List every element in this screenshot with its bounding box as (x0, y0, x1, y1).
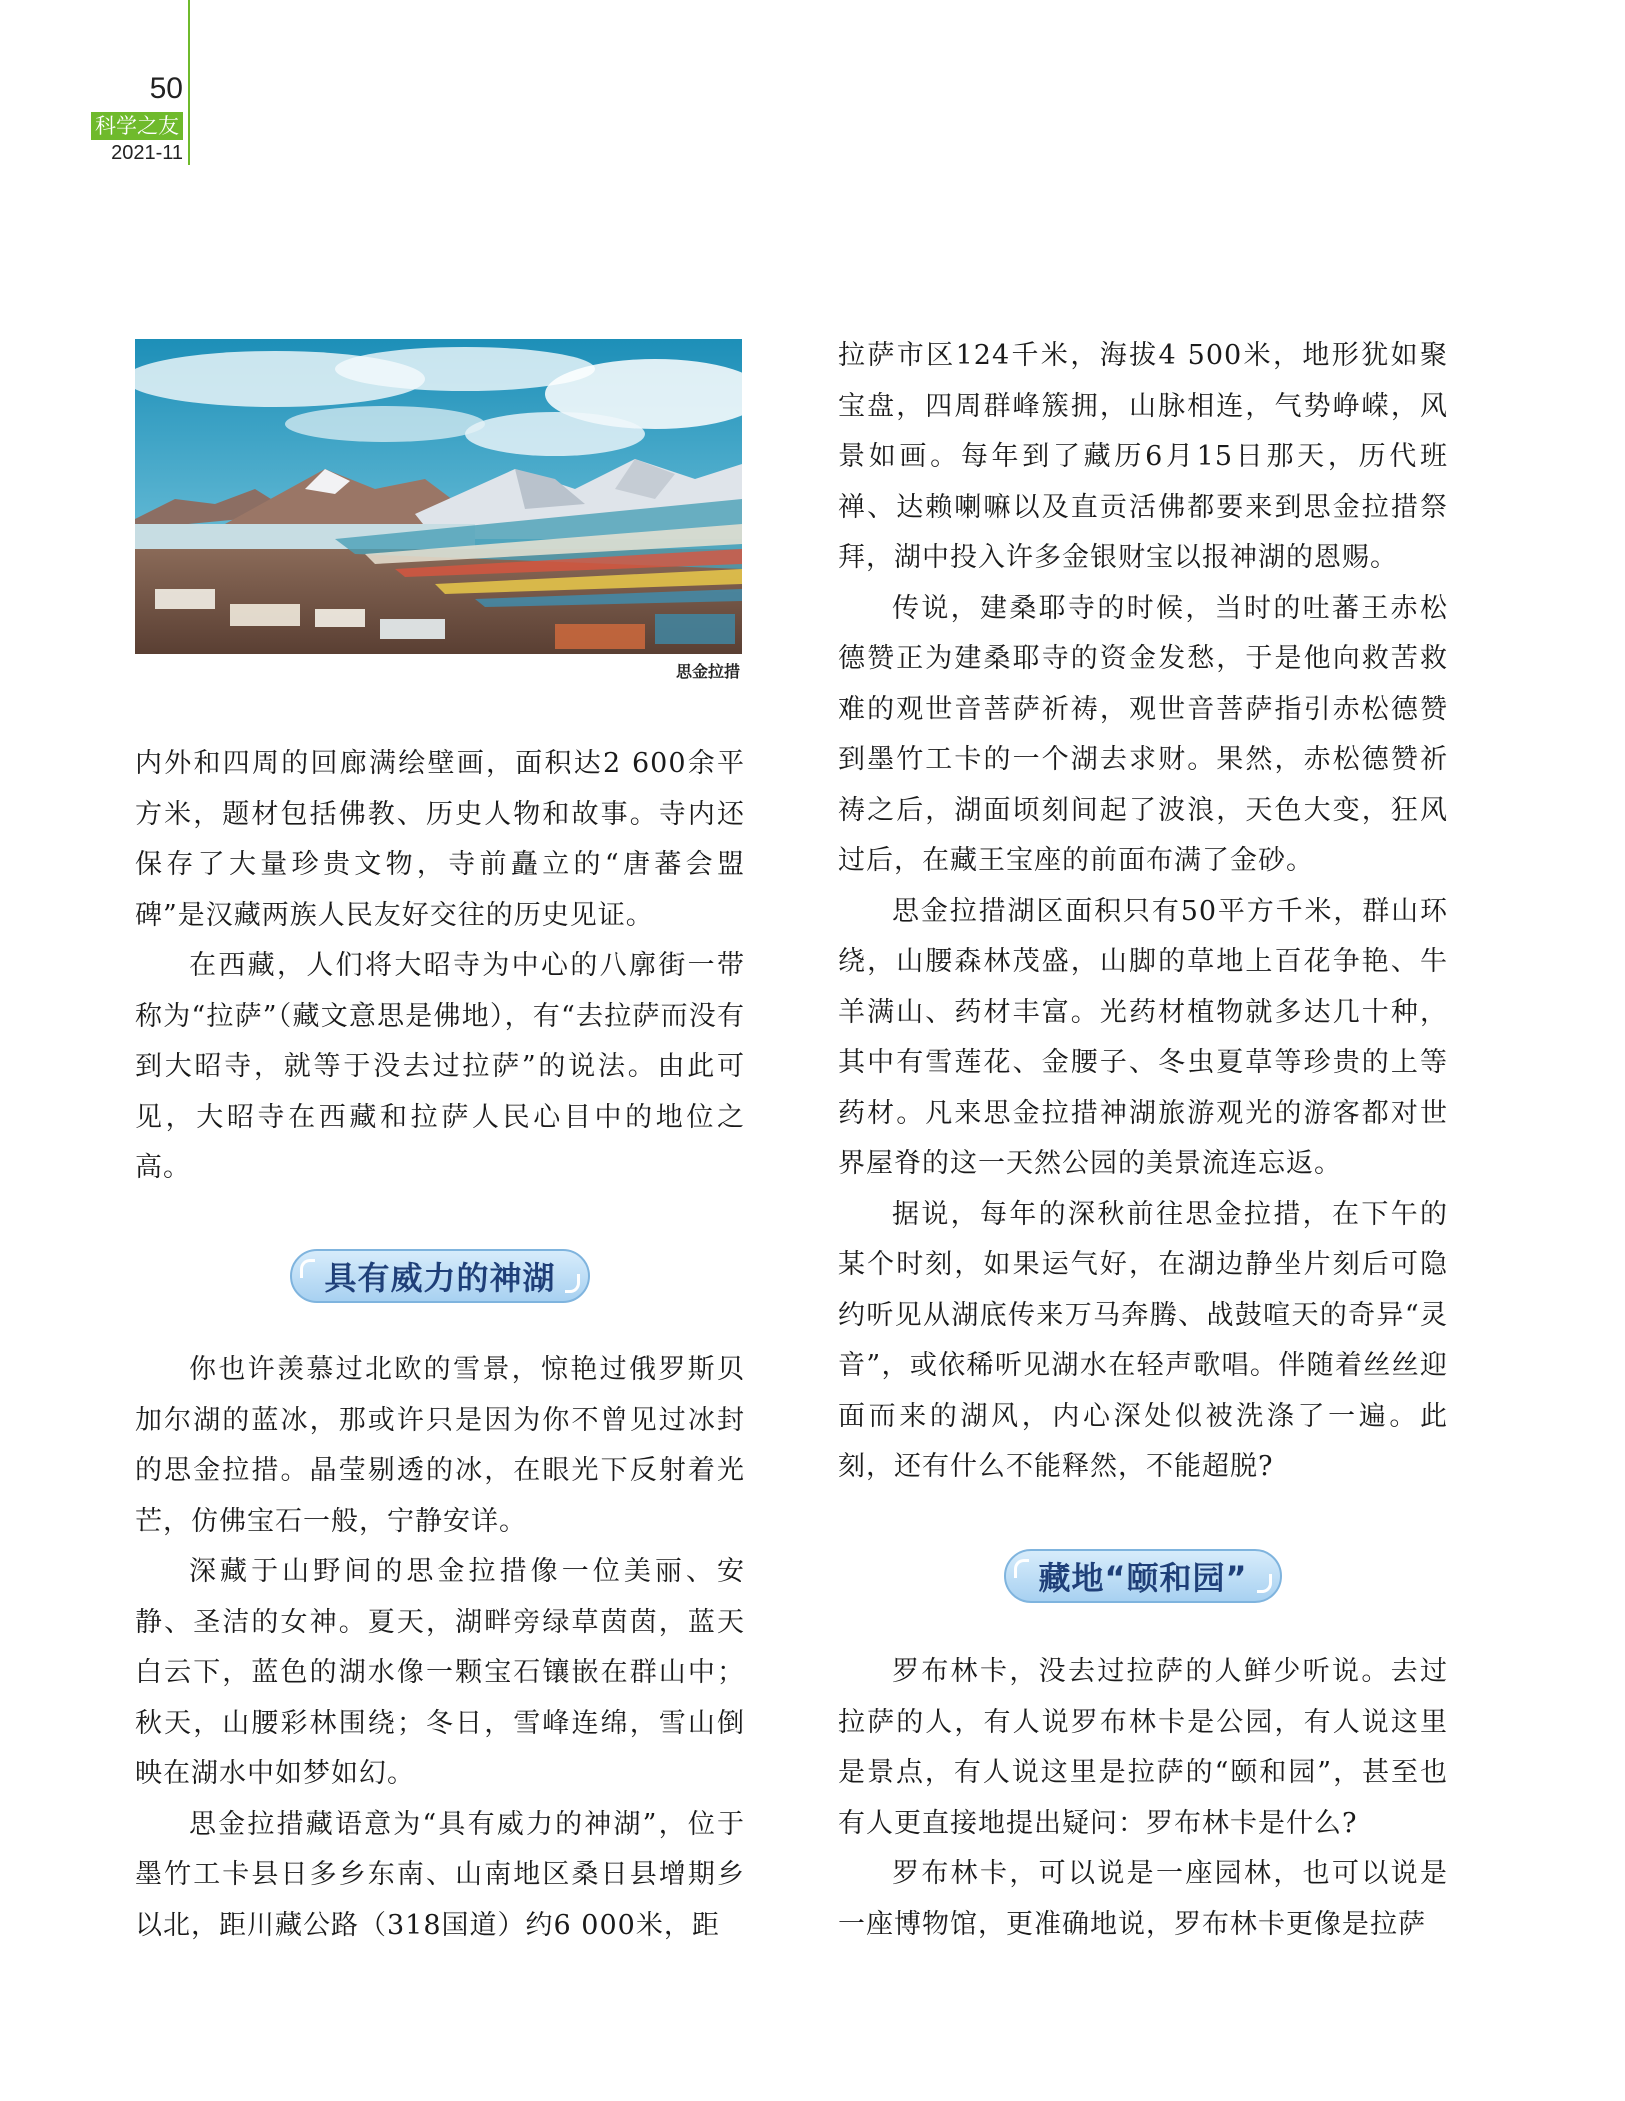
paragraph: 深藏于山野间的思金拉措像一位美丽、安静、圣洁的女神。夏天，湖畔旁绿草茵茵，蓝天白云下，蓝色的湖水像一颗宝石镶嵌在群山中；秋天，山腰彩林围绕；冬日，雪峰连绵，雪山倒映在湖水中如梦如幻。 (135, 1556, 745, 1789)
left-column-top (135, 739, 745, 1194)
issue-date: 2021-11 (111, 142, 183, 164)
header-rule (188, 0, 190, 165)
section-heading-label: 具有威力的神湖 (290, 1249, 589, 1303)
paragraph: 罗布林卡，可以说是一座园林，也可以说是一座博物馆，更准确地说，罗布林卡更像是拉萨 (838, 1858, 1448, 1940)
right-column-top (838, 331, 1448, 1493)
section-heading-label: 藏地“颐和园” (1004, 1549, 1281, 1603)
magazine-name: 科学之友 (91, 112, 183, 140)
paragraph: 罗布林卡，没去过拉萨的人鲜少听说。去过拉萨的人，有人说罗布林卡是公园，有人说这里是景点，有人说这里是拉萨的“颐和园”，甚至也有人更直接地提出疑问：罗布林卡是什么? (838, 1656, 1448, 1839)
section-heading-lake (135, 1248, 745, 1304)
left-column-bottom (135, 1345, 745, 1951)
right-column-bottom (838, 1647, 1448, 1950)
paragraph: 在西藏，人们将大昭寺为中心的八廓街一带称为“拉萨”（藏文意思是佛地），有“去拉萨而没有到大昭寺，就等于没去过拉萨”的说法。由此可见，大昭寺在西藏和拉萨人民心目中的地位之高。 (135, 950, 745, 1183)
paragraph: 传说，建桑耶寺的时候，当时的吐蕃王赤松德赞正为建桑耶寺的资金发愁，于是他向救苦救难的观世音菩萨祈祷，观世音菩萨指引赤松德赞到墨竹工卡的一个湖去求财。果然，赤松德赞祈祷之后，湖面顷刻间起了波浪，天色大变，狂风过后，在藏王宝座的前面布满了金砂。 (838, 592, 1448, 876)
paragraph: 思金拉措藏语意为“具有威力的神湖”，位于墨竹工卡县日多乡东南、山南地区桑日县增期乡以北，距川藏公路（318国道）约6 000米，距 (135, 1808, 745, 1941)
paragraph: 你也许羡慕过北欧的雪景，惊艳过俄罗斯贝加尔湖的蓝冰，那或许只是因为你不曾见过冰封的思金拉措。晶莹剔透的冰，在眼光下反射着光芒，仿佛宝石一般，宁静安详。 (135, 1354, 745, 1537)
page-number: 50 (149, 72, 183, 105)
lake-photo (135, 339, 742, 654)
paragraph: 思金拉措湖区面积只有50平方千米，群山环绕，山腰森林茂盛，山脚的草地上百花争艳、牛羊满山、药材丰富。光药材植物就多达几十种，其中有雪莲花、金腰子、冬虫夏草等珍贵的上等药材。凡来思金拉措神湖旅游观光的游客都对世界屋脊的这一天然公园的美景流连忘返。 (838, 895, 1448, 1179)
paragraph: 据说，每年的深秋前往思金拉措，在下午的某个时刻，如果运气好，在湖边静坐片刻后可隐约听见从湖底传来万马奔腾、战鼓喧天的奇异“灵音”，或依稀听见湖水在轻声歌唱。伴随着丝丝迎面而来的湖风，内心深处似被洗涤了一遍。此刻，还有什么不能释然，不能超脱? (838, 1198, 1448, 1482)
paragraph: 拉萨市区124千米，海拔4 500米，地形犹如聚宝盘，四周群峰簇拥，山脉相连，气势峥嵘，风景如画。每年到了藏历6月15日那天，历代班禅、达赖喇嘛以及直贡活佛都要来到思金拉措祭拜，湖中投入许多金银财宝以报神湖的恩赐。 (838, 340, 1448, 573)
paragraph: 内外和四周的回廊满绘壁画，面积达2 600余平方米，题材包括佛教、历史人物和故事。寺内还保存了大量珍贵文物，寺前矗立的“唐蕃会盟碑”是汉藏两族人民友好交往的历史见证。 (135, 748, 745, 931)
section-heading-garden (838, 1548, 1448, 1604)
photo-caption: 思金拉措 (675, 662, 740, 681)
